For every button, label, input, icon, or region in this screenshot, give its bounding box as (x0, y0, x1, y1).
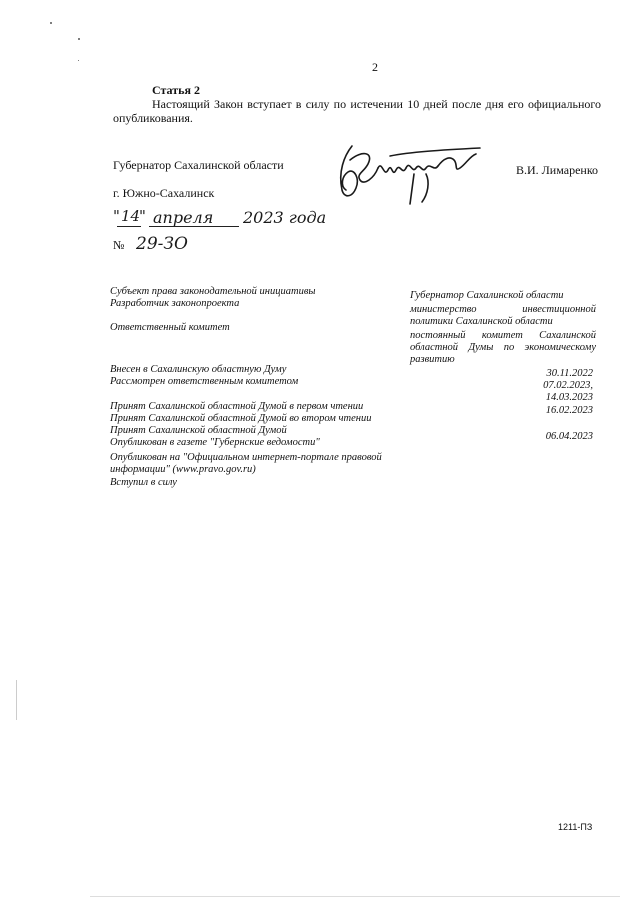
considered-date: 14.03.2023 (545, 392, 593, 403)
initiative-subject-value: Губернатор Сахалинской области (410, 290, 564, 301)
second-reading-label: Принят Сахалинской областной Думой во втором чтении (110, 413, 372, 424)
number-label: № (113, 238, 125, 252)
date-month: апреля (153, 208, 214, 227)
scan-speck (50, 22, 52, 24)
developer-label: Разработчик законопроекта (110, 298, 240, 309)
in-force-label: Вступил в силу (110, 477, 177, 488)
governor-title: Губернатор Сахалинской области (113, 158, 284, 172)
committee-value: областной Думы по экономическому (410, 342, 596, 353)
scan-speck (78, 60, 79, 61)
responsible-committee-label: Ответственный комитет (110, 322, 230, 333)
developer-value: политики Сахалинской области (410, 316, 553, 327)
law-number: 29-ЗО (136, 234, 188, 254)
introduced-date: 30.11.2022 (546, 368, 593, 379)
governor-signature (330, 138, 495, 210)
governor-name: В.И. Лимаренко (516, 163, 599, 177)
scan-speck (78, 38, 80, 40)
article-body-line: Настоящий Закон вступает в силу по истечении 10 дней после дня его официального (152, 97, 601, 111)
considered-date: 07.02.2023, (543, 380, 593, 391)
page-number: 2 (372, 60, 378, 74)
article-body-line: опубликования. (113, 111, 193, 125)
committee-value: развитию (410, 354, 455, 365)
date-day: 14 (121, 207, 141, 225)
published-gazette-label: Опубликован в газете "Губернские ведомости" (110, 437, 320, 448)
handwritten-date: " 14 " апреля 2023 года (113, 207, 327, 227)
first-reading-date: 16.02.2023 (545, 405, 593, 416)
published-portal-label: Опубликован на "Официальном интернет-портале правовой (110, 452, 382, 463)
published-portal-label: информации" (www.pravo.gov.ru) (110, 464, 256, 475)
developer-value: министерство инвестиционной (410, 304, 596, 315)
initiative-subject-label: Субъект права законодательной инициативы (110, 286, 316, 297)
introduced-label: Внесен в Сахалинскую областную Думу (110, 364, 287, 375)
published-gazette-date: 06.04.2023 (545, 431, 593, 442)
article-heading: Статья 2 (152, 83, 200, 97)
considered-label: Рассмотрен ответственным комитетом (110, 376, 299, 387)
first-reading-label: Принят Сахалинской областной Думой в первом чтении (110, 401, 364, 412)
scan-edge-mark (16, 680, 17, 720)
committee-value: постоянный комитет Сахалинской (410, 330, 596, 341)
city-label: г. Южно-Сахалинск (113, 186, 215, 200)
scan-edge-mark (90, 896, 620, 897)
footer-code: 1211-ПЗ (558, 822, 593, 832)
date-year: 2023 года (243, 208, 327, 227)
adopted-label: Принят Сахалинской областной Думой (110, 425, 287, 436)
